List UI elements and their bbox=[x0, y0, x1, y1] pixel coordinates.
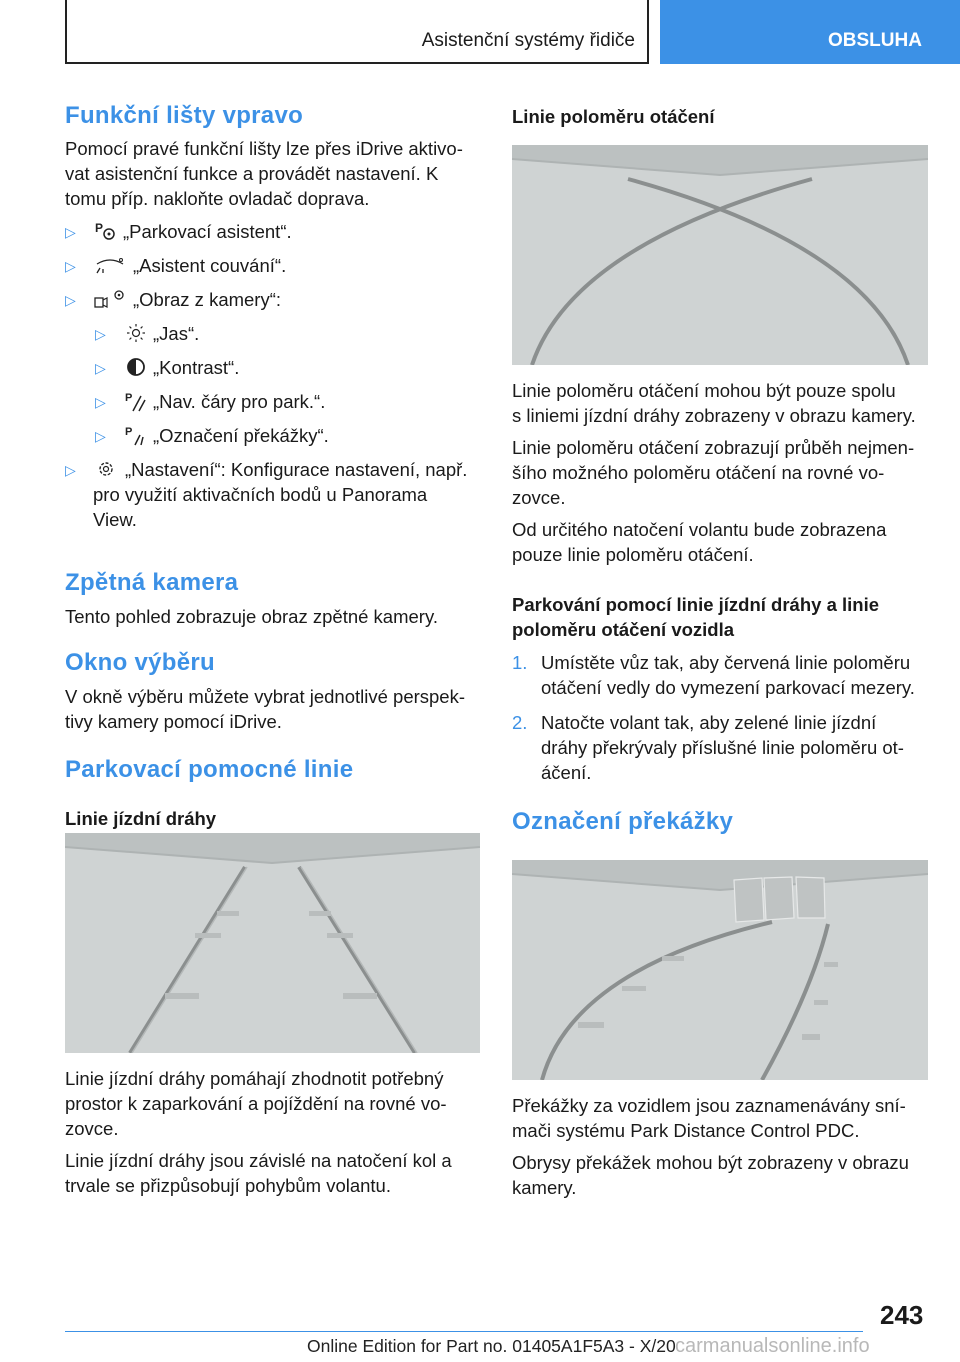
heading-funkcni-listy: Funkční lišty vpravo bbox=[65, 102, 304, 129]
paragraph-line: zovce. bbox=[65, 1118, 119, 1139]
footer-edition: Online Edition for Part no. 01405A1F5A3 - X/20 bbox=[307, 1336, 676, 1356]
bullet-text: „Obraz z kamery“: bbox=[133, 289, 282, 310]
paragraph-line: Tento pohled zobrazuje obraz zpětné kamery. bbox=[65, 606, 438, 627]
sub-list-item-parking-lines bbox=[65, 389, 480, 423]
step-text-line: áčení. bbox=[541, 762, 592, 783]
camera-image-icon bbox=[93, 288, 127, 310]
step-number: 1. bbox=[512, 652, 528, 673]
settings-text-line-2: pro využití aktivačních bodů u Panorama bbox=[93, 484, 428, 505]
watermark: carmanualsonline.info bbox=[675, 1335, 870, 1357]
step-number: 2. bbox=[512, 712, 528, 733]
subheading-parkovani-line-2: poloměru otáčení vozidla bbox=[512, 619, 735, 640]
sub-list-item-obstacle-marking bbox=[65, 423, 480, 457]
paragraph-line: Obrysy překážek mohou být zobrazeny v obrazu bbox=[512, 1152, 909, 1173]
footer-rule bbox=[65, 1331, 863, 1332]
paragraph-line: Od určitého natočení volantu bude zobrazena bbox=[512, 519, 887, 540]
left-column-bottom bbox=[65, 1066, 480, 1198]
right-column bbox=[512, 104, 928, 129]
reversing-assistant-icon bbox=[93, 254, 127, 276]
paragraph-line: Linie poloměru otáčení zobrazují průběh nejmen- bbox=[512, 437, 915, 458]
step-item-1 bbox=[512, 650, 928, 702]
bullet-triangle-icon: ▷ bbox=[95, 394, 106, 410]
parking-assistant-icon bbox=[93, 220, 119, 242]
heading-oznaceni-prekazky: Označení překážky bbox=[512, 808, 734, 835]
chapter-tab[interactable] bbox=[660, 0, 960, 64]
step-text-line: otáčení vedly do vymezení parkovací mezery. bbox=[541, 677, 915, 698]
paragraph-line: tivy kamery pomocí iDrive. bbox=[65, 711, 282, 732]
paragraph-line: s liniemi jízdní dráhy zobrazeny v obrazu kamery. bbox=[512, 405, 916, 426]
bullet-triangle-icon: ▷ bbox=[65, 292, 76, 308]
list-item-parking-assistant bbox=[65, 219, 480, 253]
obstacle-marking-illustration bbox=[512, 860, 928, 1080]
step-text-line: Umístěte vůz tak, aby červená linie poloměru bbox=[541, 652, 911, 673]
paragraph-line: pouze linie poloměru otáčení. bbox=[512, 544, 754, 565]
paragraph-line: prostor k zaparkování a pojíždění na rovné vo- bbox=[65, 1093, 447, 1114]
heading-zpetna-kamera: Zpětná kamera bbox=[65, 569, 239, 596]
bullet-text: „Parkovací asistent“. bbox=[123, 221, 292, 242]
paragraph-line: Linie jízdní dráhy jsou závislé na natočení kol a bbox=[65, 1150, 452, 1171]
list-item-camera-image bbox=[65, 287, 480, 321]
paragraph-line: V okně výběru můžete vybrat jednotlivé perspek- bbox=[65, 686, 466, 707]
bullet-text: „Jas“. bbox=[153, 323, 200, 344]
settings-text-line-1: „Nastavení“: Konfigurace nastavení, např. bbox=[125, 459, 468, 480]
svg-text:P: P bbox=[125, 392, 133, 404]
step-text-line: Natočte volant tak, aby zelené linie jízdní bbox=[541, 712, 877, 733]
list-item-reversing-assistant bbox=[65, 253, 480, 287]
paragraph-line: trvale se přizpůsobují pohybům volantu. bbox=[65, 1175, 391, 1196]
paragraph-line: Pomocí pravé funkční lišty lze přes iDrive aktivo- bbox=[65, 138, 463, 159]
paragraph-line: kamery. bbox=[512, 1177, 577, 1198]
driving-lines-illustration bbox=[65, 833, 480, 1053]
right-column-text bbox=[512, 378, 928, 836]
svg-text:P: P bbox=[95, 221, 104, 235]
heading-parkovaci-linie: Parkovací pomocné linie bbox=[65, 756, 354, 783]
bullet-text: „Označení překážky“. bbox=[153, 425, 329, 446]
left-column bbox=[65, 100, 480, 831]
obstacle-marking-icon bbox=[123, 424, 149, 446]
bullet-text: „Asistent couvání“. bbox=[133, 255, 287, 276]
bullet-triangle-icon: ▷ bbox=[95, 360, 106, 376]
bullet-triangle-icon: ▷ bbox=[95, 428, 106, 444]
parking-lines-icon bbox=[123, 390, 149, 412]
step-item-2 bbox=[512, 710, 928, 787]
list-item-settings bbox=[65, 457, 480, 541]
subheading-parkovani-line-1: Parkování pomocí linie jízdní dráhy a linie bbox=[512, 594, 880, 615]
paragraph-line: mači systému Park Distance Control PDC. bbox=[512, 1120, 860, 1141]
bullet-text: „Kontrast“. bbox=[153, 357, 240, 378]
paragraph-line: šího možného poloměru otáčení na rovné vo- bbox=[512, 462, 885, 483]
paragraph-line: Linie poloměru otáčení mohou být pouze spolu bbox=[512, 380, 896, 401]
step-text-line: dráhy překrývaly příslušné linie poloměru ot- bbox=[541, 737, 904, 758]
bullet-triangle-icon: ▷ bbox=[95, 326, 106, 342]
paragraph-line: vat asistenční funkce a provádět nastavení. K bbox=[65, 163, 439, 184]
subheading-linie-jizdni-drahy: Linie jízdní dráhy bbox=[65, 808, 217, 829]
contrast-icon bbox=[123, 356, 149, 378]
subheading-linie-polomeru: Linie poloměru otáčení bbox=[512, 106, 715, 127]
paragraph-line: Linie jízdní dráhy pomáhají zhodnotit potřebný bbox=[65, 1068, 444, 1089]
heading-okno-vyberu: Okno výběru bbox=[65, 649, 216, 676]
sub-list-item-contrast bbox=[65, 355, 480, 389]
paragraph-line: tomu příp. nakloňte ovladač doprava. bbox=[65, 188, 370, 209]
turning-radius-illustration bbox=[512, 145, 928, 365]
settings-gear-icon bbox=[93, 458, 119, 480]
paragraph-line: Překážky za vozidlem jsou zaznamenávány sní- bbox=[512, 1095, 906, 1116]
sub-list-item-brightness bbox=[65, 321, 480, 355]
brightness-icon bbox=[123, 322, 149, 344]
chapter-tab-label: OBSLUHA bbox=[828, 30, 922, 51]
bullet-triangle-icon: ▷ bbox=[65, 258, 76, 274]
header-section-box bbox=[65, 0, 649, 64]
bullet-text: „Nav. čáry pro park.“. bbox=[153, 391, 326, 412]
bullet-triangle-icon: ▷ bbox=[65, 462, 76, 478]
paragraph-line: zovce. bbox=[512, 487, 566, 508]
settings-text-line-3: View. bbox=[93, 509, 137, 530]
section-title: Asistenční systémy řidiče bbox=[421, 30, 635, 51]
svg-text:P: P bbox=[125, 426, 133, 438]
right-column-bottom bbox=[512, 1093, 928, 1200]
page-number: 243 bbox=[880, 1300, 924, 1330]
bullet-triangle-icon: ▷ bbox=[65, 224, 76, 240]
